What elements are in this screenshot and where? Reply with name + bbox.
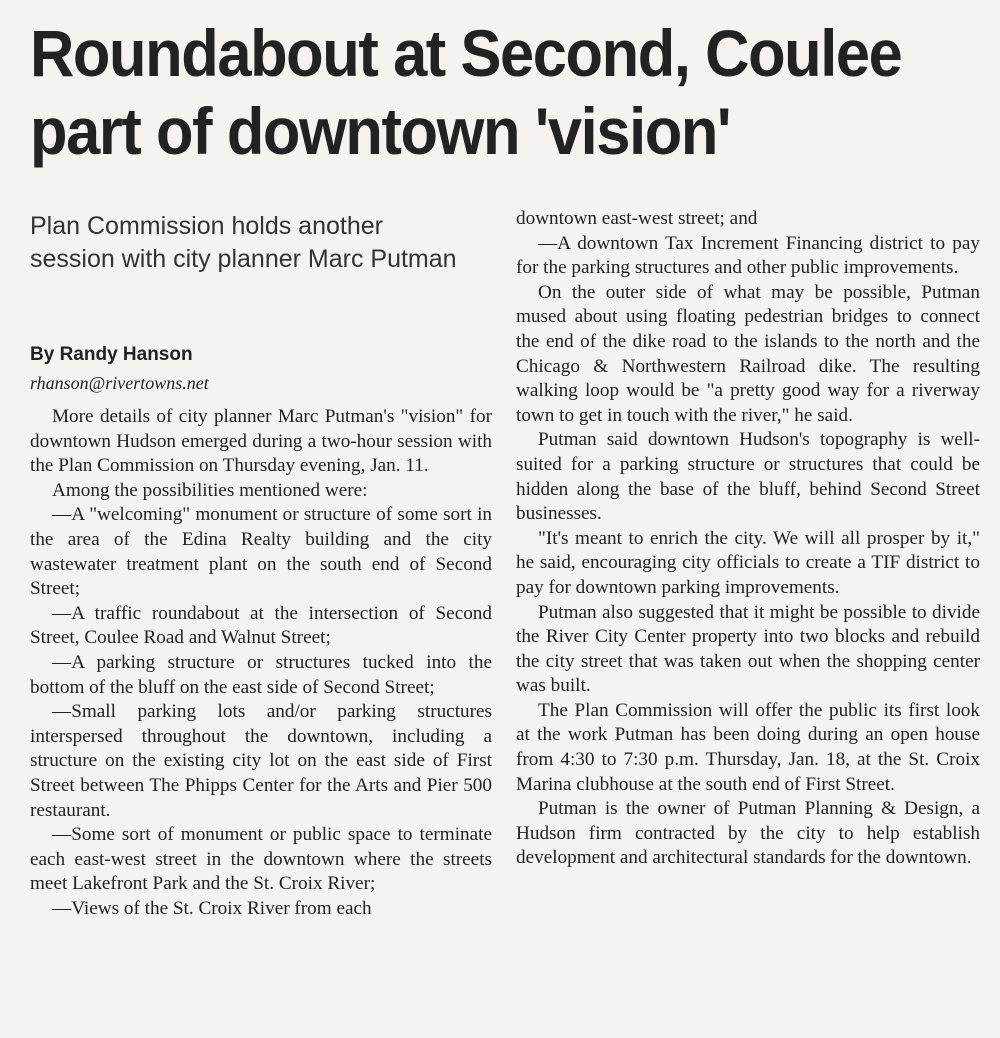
paragraph: The Plan Commission will offer the public its first look at the work Putman has been doing during an open house from 4:30 to 7:30 p.m. Thursday, Jan. 18, at the St. Croix Marina clubhouse at the south end of First Street. [516,699,980,795]
paragraph: downtown east-west street; and [516,208,758,229]
paragraph: —A traffic roundabout at the intersection of Second Street, Coulee Road and Walnut Street; [30,602,492,649]
byline: By Randy Hanson [30,344,193,365]
headline [30,14,923,170]
article-column-right [516,207,980,871]
paragraph: —Views of the St. Croix River from each [52,897,372,919]
paragraph: —Small parking lots and/or parking structures interspersed throughout the downtown, including a structure on the existing city lot on the east side of First Street between The Phipps Center for the Arts and Pier 500 restaurant. [30,701,492,821]
paragraph: More details of city planner Marc Putman's "vision" for downtown Hudson emerged during a two-hour session with the Plan Commission on Thursday evening, Jan. 11. [30,406,492,477]
headline-line-2: part of downtown 'vision' [30,94,731,168]
paragraph: —Some sort of monument or public space to terminate each east-west street in the downtown where the streets meet Lakefront Park and the St. Croix River; [30,824,492,895]
paragraph: On the outer side of what may be possible, Putman mused about using floating pedestrian bridges to connect the end of the dike road to the islands to the north and the Chicago & Northwestern Railroad dike. The resulting walking loop would be "a pretty good way for a riverway town to get in touch with the river," he said. [516,281,980,426]
paragraph: Putman said downtown Hudson's topography is well-suited for a parking structure or structures that could be hidden along the base of the bluff, behind Second Street businesses. [516,429,980,525]
headline-line-1: Roundabout at Second, Coulee [30,16,902,90]
paragraph: Among the possibilities mentioned were: [52,479,368,501]
paragraph: —A "welcoming" monument or structure of some sort in the area of the Edina Realty building and the city wastewater treatment plant on the south end of Second Street; [30,504,492,600]
paragraph: —A parking structure or structures tucked into the bottom of the bluff on the east side of Second Street; [30,651,492,698]
paragraph: Putman also suggested that it might be possible to divide the River City Center property into two blocks and rebuild the city street that was taken out when the shopping center was built. [516,601,980,697]
subheadline: Plan Commission holds another session with city planner Marc Putman [30,212,457,273]
article-column-left [30,405,492,921]
paragraph: —A downtown Tax Increment Financing district to pay for the parking structures and other public improvements. [516,232,980,279]
paragraph: "It's meant to enrich the city. We will all prosper by it," he said, encouraging city officials to create a TIF district to pay for downtown parking improvements. [516,527,980,598]
paragraph: Putman is the owner of Putman Planning & Design, a Hudson firm contracted by the city to help establish development and architectural standards for the downtown. [516,798,980,869]
author-email: rhanson@rivertowns.net [30,373,209,393]
